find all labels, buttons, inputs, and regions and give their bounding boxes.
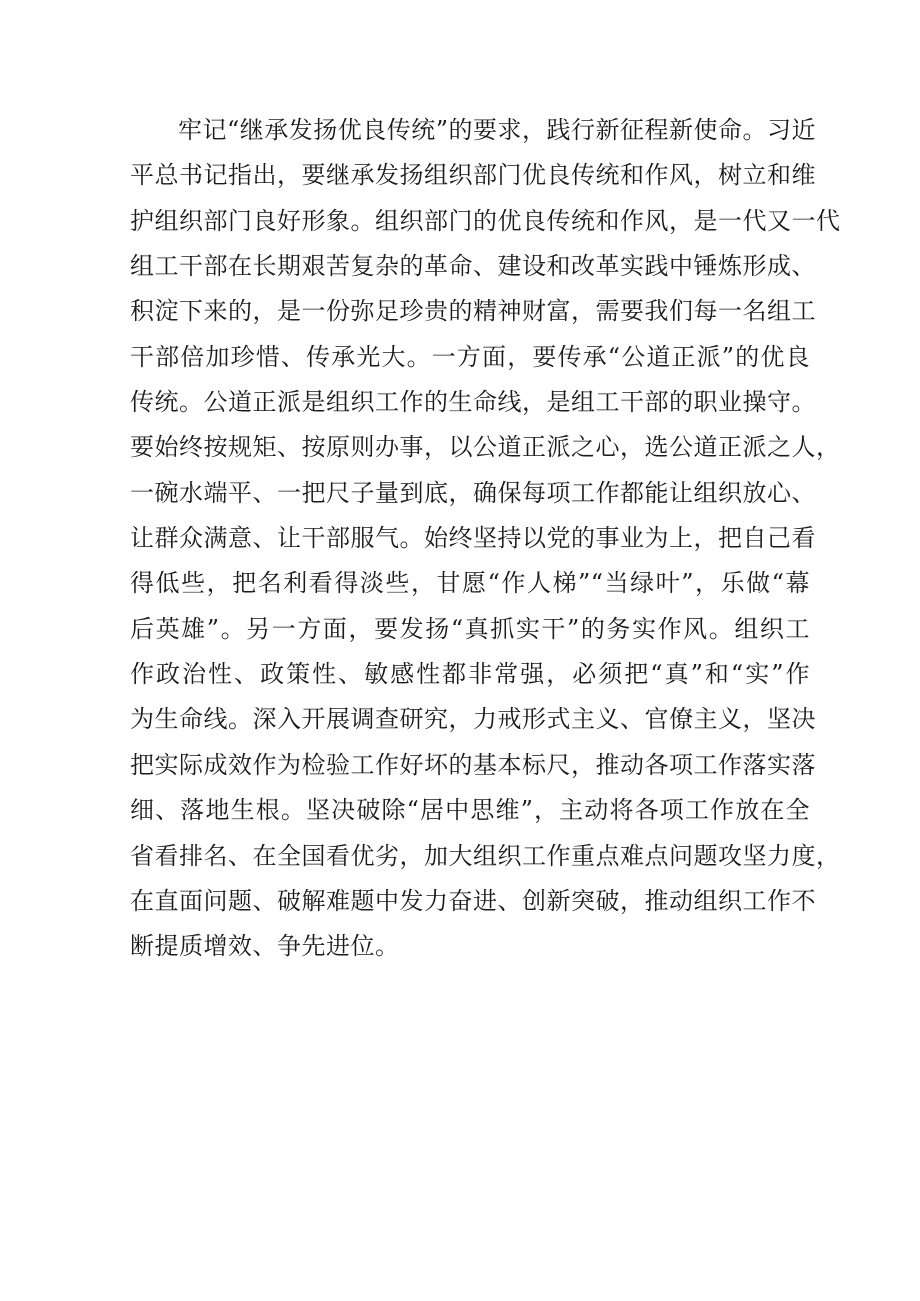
paragraph-line: 干部倍加珍惜、传承光大。一方面，要传承“公道正派”的优良	[130, 342, 810, 371]
paragraph-line: 为生命线。深入开展调查研究，力戒形式主义、官僚主义，坚决	[130, 705, 816, 734]
paragraph-line: 牢记“继承发扬优良传统”的要求，践行新征程新使命。习近	[178, 116, 817, 144]
paragraph-line: 要始终按规矩、按原则办事，以公道正派之心，选公道正派之人，	[130, 433, 841, 462]
paragraph-line: 护组织部门良好形象。组织部门的优良传统和作风，是一代又一代	[130, 206, 841, 235]
paragraph-line: 得低些，把名利看得淡些，甘愿“作人梯”“当绿叶”，乐做“幕	[130, 569, 810, 598]
paragraph-line: 在直面问题、破解难题中发力奋进、创新突破，推动组织工作不	[130, 886, 816, 915]
paragraph-line: 传统。公道正派是组织工作的生命线，是组工干部的职业操守。	[130, 388, 816, 417]
paragraph-line: 后英雄”。另一方面，要发扬“真抓实干”的务实作风。组织工	[130, 614, 810, 643]
paragraph-line: 让群众满意、让干部服气。始终坚持以党的事业为上，把自己看	[130, 524, 816, 553]
paragraph-line: 积淀下来的，是一份弥足珍贵的精神财富，需要我们每一名组工	[130, 297, 816, 326]
paragraph-line: 平总书记指出，要继承发扬组织部门优良传统和作风，树立和维	[130, 161, 816, 190]
paragraph-line: 组工干部在长期艰苦复杂的革命、建设和改革实践中锤炼形成、	[130, 252, 816, 281]
body-paragraph	[130, 108, 841, 970]
paragraph-line: 断提质增效、争先进位。	[130, 932, 400, 961]
paragraph-line: 细、落地生根。坚决破除“居中思维”，主动将各项工作放在全	[130, 796, 810, 825]
paragraph-line: 把实际成效作为检验工作好坏的基本标尺，推动各项工作落实落	[130, 750, 816, 779]
paragraph-line: 作政治性、政策性、敏感性都非常强，必须把“真”和“实”作	[130, 660, 810, 689]
paragraph-line: 省看排名、在全国看优劣，加大组织工作重点难点问题攻坚力度，	[130, 841, 841, 870]
paragraph-line: 一碗水端平、一把尺子量到底，确保每项工作都能让组织放心、	[130, 478, 816, 507]
